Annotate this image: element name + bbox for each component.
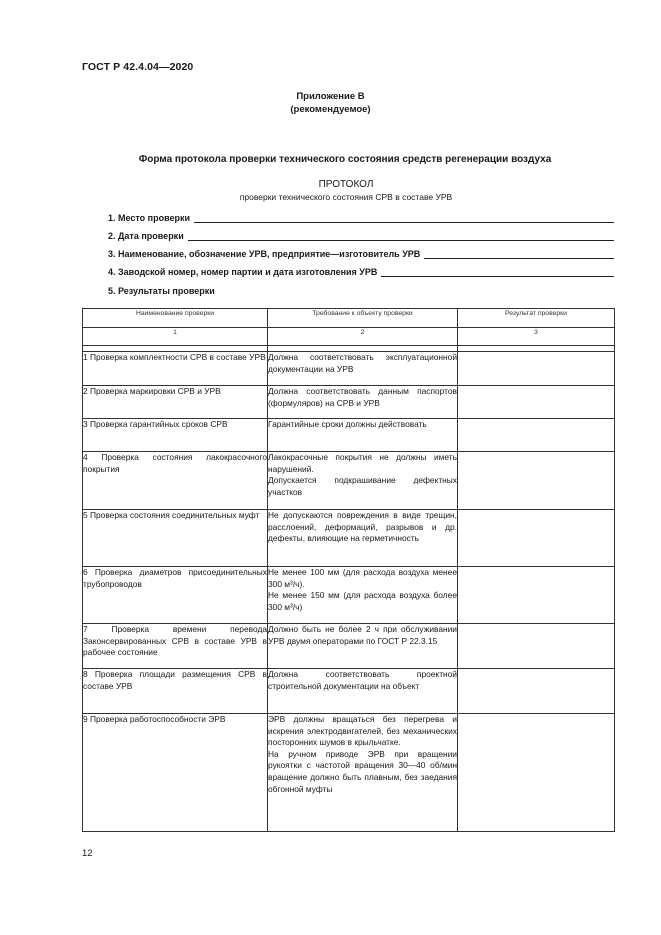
protocol-title: ПРОТОКОЛ xyxy=(318,179,374,190)
result-cell[interactable] xyxy=(458,510,615,567)
table-row xyxy=(83,624,615,669)
column-number: 1 xyxy=(83,328,268,346)
field-label: 4. Заводской номер, номер партии и дата изготовления УРВ xyxy=(108,267,378,277)
requirement xyxy=(268,510,458,567)
requirement-text: Не менее 100 мм (для расхода воздуха менее 300 м³/ч). xyxy=(268,567,457,589)
table-row xyxy=(83,452,615,510)
table-row xyxy=(83,669,615,714)
field-inspection-results xyxy=(108,286,614,296)
field-label: 1. Место проверки xyxy=(108,213,191,223)
result-cell[interactable] xyxy=(458,352,615,386)
result-cell[interactable] xyxy=(458,386,615,419)
requirement xyxy=(268,386,458,419)
requirement-text: Должно быть не более 2 ч при обслуживании УРВ двумя операторами по ГОСТ Р 22.3.15 xyxy=(268,624,457,646)
requirement xyxy=(268,624,458,669)
table-row xyxy=(83,714,615,832)
field-label: 2. Дата проверки xyxy=(108,231,184,241)
check-name: 1 Проверка комплектности СРВ в составе УРВ xyxy=(83,352,268,386)
table-row xyxy=(83,419,615,452)
requirement-text: Не допускаются повреждения в виде трещин, расслоений, деформаций, разрывов и др. дефекты, влияющие на герметичность xyxy=(268,510,457,544)
check-name: 3 Проверка гарантийных сроков СРВ xyxy=(83,419,268,452)
table-number-row xyxy=(83,328,615,346)
document-code: ГОСТ Р 42.4.04—2020 xyxy=(82,61,194,73)
check-name: 9 Проверка работоспособности ЭРВ xyxy=(83,714,268,832)
column-header: Наименование проверки xyxy=(83,309,268,328)
check-name: 7 Проверка времени перевода Законсервированных СРВ в составе УРВ в рабочее состояние xyxy=(83,624,268,669)
appendix-title: Приложение В xyxy=(296,91,365,102)
field-inspection-date xyxy=(108,231,614,241)
result-cell[interactable] xyxy=(458,714,615,832)
requirement-text: ЭРВ должны вращаться без перегрева и искрения электродвигателей, без механических посторонних шумов в крыльчатке. xyxy=(268,714,457,748)
check-name: 5 Проверка состояния соединительных муфт xyxy=(83,510,268,567)
result-cell[interactable] xyxy=(458,669,615,714)
requirement xyxy=(268,714,458,832)
requirement xyxy=(268,669,458,714)
field-label: 5. Результаты проверки xyxy=(108,286,215,296)
inspection-table xyxy=(82,308,615,832)
requirement-text: Должна соответствовать эксплуатационной документации на УРВ xyxy=(268,352,457,374)
requirement xyxy=(268,352,458,386)
check-name: 4 Проверка состояния лакокрасочного покрытия xyxy=(83,452,268,510)
result-cell[interactable] xyxy=(458,624,615,669)
protocol-subtitle: проверки технического состояния СРВ в составе УРВ xyxy=(239,192,453,202)
form-title: Форма протокола проверки технического состояния средств регенерации воздуха xyxy=(138,154,552,165)
field-inspection-place xyxy=(108,213,614,223)
requirement-text: Должна соответствовать проектной строительной документации на объект xyxy=(268,669,457,691)
appendix-subtitle: (рекомендуемое) xyxy=(290,104,371,115)
fill-line[interactable] xyxy=(194,213,614,223)
result-cell[interactable] xyxy=(458,452,615,510)
requirement-text: На ручном приводе ЭРВ при вращении рукоятки с частотой вращения 30—40 об/мин вращение должно быть плавным, без заедания обгонной муфты xyxy=(268,748,457,794)
table-row xyxy=(83,510,615,567)
table-row xyxy=(83,386,615,419)
table-header-row xyxy=(83,309,615,328)
check-name: 6 Проверка диаметров присоединительных трубопроводов xyxy=(83,567,268,624)
field-urv-name-manufacturer xyxy=(108,249,614,259)
result-cell[interactable] xyxy=(458,419,615,452)
requirement-text: Должна соответствовать данным паспортов (формуляров) на СРВ и УРВ xyxy=(268,386,457,408)
column-number: 2 xyxy=(268,328,458,346)
page-number: 12 xyxy=(82,848,93,859)
table-row xyxy=(83,567,615,624)
fill-line[interactable] xyxy=(424,249,614,259)
requirement-text: Лакокрасочные покрытия не должны иметь нарушений. xyxy=(268,452,457,474)
requirement xyxy=(268,419,458,452)
fill-line[interactable] xyxy=(381,267,614,277)
requirement-text: Допускается подкрашивание дефектных участков xyxy=(268,475,457,497)
requirement xyxy=(268,452,458,510)
fill-line[interactable] xyxy=(188,231,614,241)
column-number: 3 xyxy=(458,328,615,346)
check-name: 2 Проверка маркировки СРВ и УРВ xyxy=(83,386,268,419)
column-header: Требование к объекту проверки xyxy=(268,309,458,328)
table-row xyxy=(83,352,615,386)
requirement-text: Гарантийные сроки должны действовать xyxy=(268,419,427,429)
field-serial-batch-date xyxy=(108,267,614,277)
result-cell[interactable] xyxy=(458,567,615,624)
field-label: 3. Наименование, обозначение УРВ, предприятие—изготовитель УРВ xyxy=(108,249,421,259)
column-header: Результат проверки xyxy=(458,309,615,328)
check-name: 8 Проверка площади размещения СРВ в составе УРВ xyxy=(83,669,268,714)
requirement xyxy=(268,567,458,624)
requirement-text: Не менее 150 мм (для расхода воздуха более 300 м³/ч) xyxy=(268,590,457,612)
